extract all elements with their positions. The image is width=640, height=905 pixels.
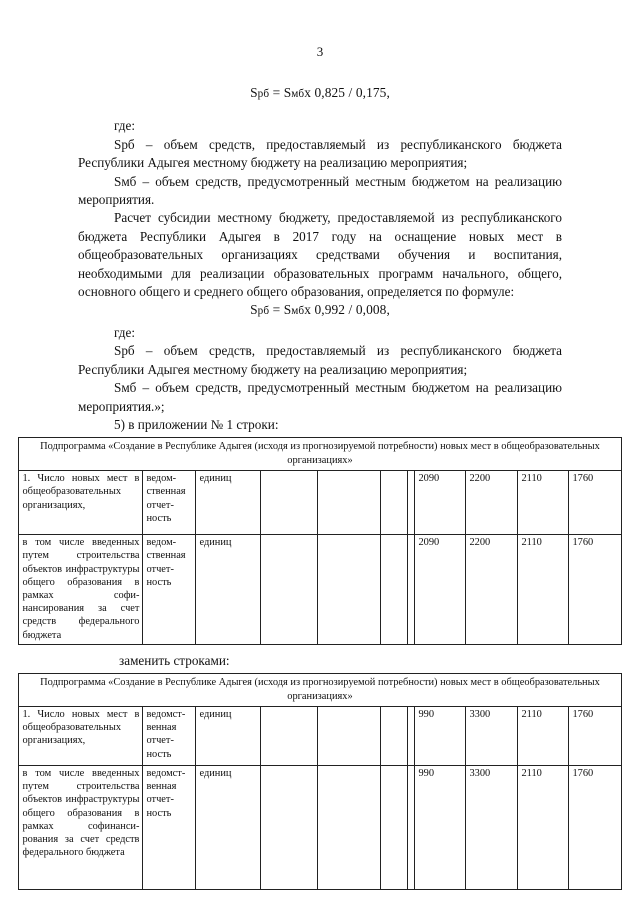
- table-2-row-0-c5: [318, 706, 381, 765]
- table-1-row-0-c6: [381, 471, 408, 535]
- table-2-row-1-unit: единиц: [196, 765, 261, 889]
- table-1-row-1-c5: [318, 535, 381, 645]
- table-2-row-0-c6: [381, 706, 408, 765]
- table-1-row-0-unit: единиц: [196, 471, 261, 535]
- table-2-row-0-value-2: 3300: [466, 706, 518, 765]
- definition-rb-1: Sрб – объем средств, предоставляемый из республиканского бюджета Республики Адыгея местному бюджету на реализацию мероприятия;: [78, 136, 562, 171]
- page-number: 3: [316, 44, 324, 59]
- table-2-title-row: [19, 674, 621, 707]
- table-1: [18, 437, 621, 644]
- table-1-row-0-indicator: 1. Число новых мест в общеобразовательных организациях,: [19, 471, 143, 535]
- table-1-row-1-indicator: в том числе введенных путем строительства объектов инфраструктуры общего образования в рамках софинансирования за счет средств федерального бюджета: [19, 535, 143, 645]
- table-2-row-1-c7: [408, 765, 415, 889]
- table-1-row-1-c4: [261, 535, 318, 645]
- table-2-row-1-value-1: 990: [415, 765, 466, 889]
- replace-with-label: заменить строками:: [119, 652, 230, 668]
- table-1-row-1-c6: [381, 535, 408, 645]
- formula-1-lhs: S: [250, 85, 258, 100]
- document-body: [78, 84, 562, 434]
- table-2-row-0-c7: [408, 706, 415, 765]
- table-2-row-1-c6: [381, 765, 408, 889]
- formula-2: [78, 301, 562, 320]
- table-2-row-0-value-4: 1760: [569, 706, 621, 765]
- table-1-row-0-value-1: 2090: [415, 471, 466, 535]
- table-1-row-1-source: ведомственная отчетность: [143, 535, 196, 645]
- spacer: [0, 645, 640, 652]
- table-row: [19, 765, 621, 889]
- table-2-row-0-source: ведомственная отчетность: [143, 706, 196, 765]
- table-row: [19, 471, 621, 535]
- table-2-row-1-value-4: 1760: [569, 765, 621, 889]
- table-2-row-0-value-1: 990: [415, 706, 466, 765]
- table-2-row-0-unit: единиц: [196, 706, 261, 765]
- table-1-container: [0, 437, 640, 644]
- table-1-row-0-value-4: 1760: [569, 471, 621, 535]
- table-2-row-0-value-3: 2110: [518, 706, 569, 765]
- item-5-intro: 5) в приложении № 1 строки:: [114, 416, 279, 432]
- formula-1-rhs-subscript: мб: [291, 88, 305, 100]
- table-2-row-1-value-2: 3300: [466, 765, 518, 889]
- formula-2-rhs-subscript: мб: [291, 305, 305, 318]
- formula-1: [78, 84, 562, 103]
- table-2-row-0-indicator: 1. Число новых мест в общеобразовательных организациях,: [19, 706, 143, 765]
- definition-mb-1: Sмб – объем средств, предусмотренный местным бюджетом на реализацию мероприятия.: [78, 173, 562, 208]
- table-1-row-1-value-3: 2110: [518, 535, 569, 645]
- table-2-container: [0, 673, 640, 890]
- formula-2-equals: = S: [269, 302, 292, 318]
- spacer: [78, 103, 562, 117]
- table-1-row-1-value-2: 2200: [466, 535, 518, 645]
- table-row: [19, 706, 621, 765]
- table-2-row-1-value-3: 2110: [518, 765, 569, 889]
- table-1-row-1-c7: [408, 535, 415, 645]
- definition-rb-2: Sрб – объем средств, предоставляемый из республиканского бюджета Республики Адыгея местному бюджету на реализацию мероприятия;: [78, 343, 562, 377]
- table-1-row-1-value-4: 1760: [569, 535, 621, 645]
- paragraph-calculation: Расчет субсидии местному бюджету, предоставляемой из республиканского бюджета Республики Адыгея в 2017 году на оснащение новых мест в общеобразовательных организациях средствами обучения и воспитания, необходимыми для реализации образовательных программ начального, общего, основного общего и среднего общего образования, определяется по формуле:: [78, 210, 562, 300]
- table-1-row-0-value-3: 2110: [518, 471, 569, 535]
- table-2-row-1-indicator: в том числе введенных путем строительства объектов инфраструктуры общего образования в рамках софинансирования за счет средств федерального бюджета: [19, 765, 143, 889]
- formula-1-rhs: х 0,825 / 0,175,: [304, 85, 390, 100]
- table-2: [18, 673, 621, 890]
- formula-2-lhs-subscript: рб: [257, 305, 270, 318]
- table-1-row-0-c7: [408, 471, 415, 535]
- where-label-2: где:: [114, 324, 135, 340]
- formula-2-lhs: S: [250, 302, 258, 318]
- table-row: [19, 535, 621, 645]
- formula-1-equals: = S: [269, 85, 292, 100]
- table-2-title: Подпрограмма «Создание в Республике Адыгея (исходя из прогнозируемой потребности) новых мест в общеобразовательных организациях»: [19, 674, 621, 707]
- table-1-row-0-source: ведомственная отчетность: [143, 471, 196, 535]
- table-1-row-1-value-1: 2090: [415, 535, 466, 645]
- table-1-row-0-c5: [318, 471, 381, 535]
- formula-2-rhs: х 0,992 / 0,008,: [304, 302, 390, 318]
- formula-1-lhs-subscript: рб: [257, 88, 270, 100]
- table-1-row-0-value-2: 2200: [466, 471, 518, 535]
- definition-mb-2: Sмб – объем средств, предусмотренный местным бюджетом на реализацию мероприятия.»;: [78, 380, 562, 414]
- table-2-row-1-c5: [318, 765, 381, 889]
- spacer: [0, 58, 640, 84]
- where-label-1: где:: [114, 118, 135, 134]
- table-2-row-1-c4: [261, 765, 318, 889]
- table-1-row-0-c4: [261, 471, 318, 535]
- table-2-row-0-c4: [261, 706, 318, 765]
- table-1-title-row: [19, 438, 621, 471]
- table-2-row-1-source: ведомственная отчетность: [143, 765, 196, 889]
- table-1-row-1-unit: единиц: [196, 535, 261, 645]
- table-1-title: Подпрограмма «Создание в Республике Адыгея (исходя из прогнозируемой потребности) новых мест в общеобразовательных организациях»: [19, 438, 621, 471]
